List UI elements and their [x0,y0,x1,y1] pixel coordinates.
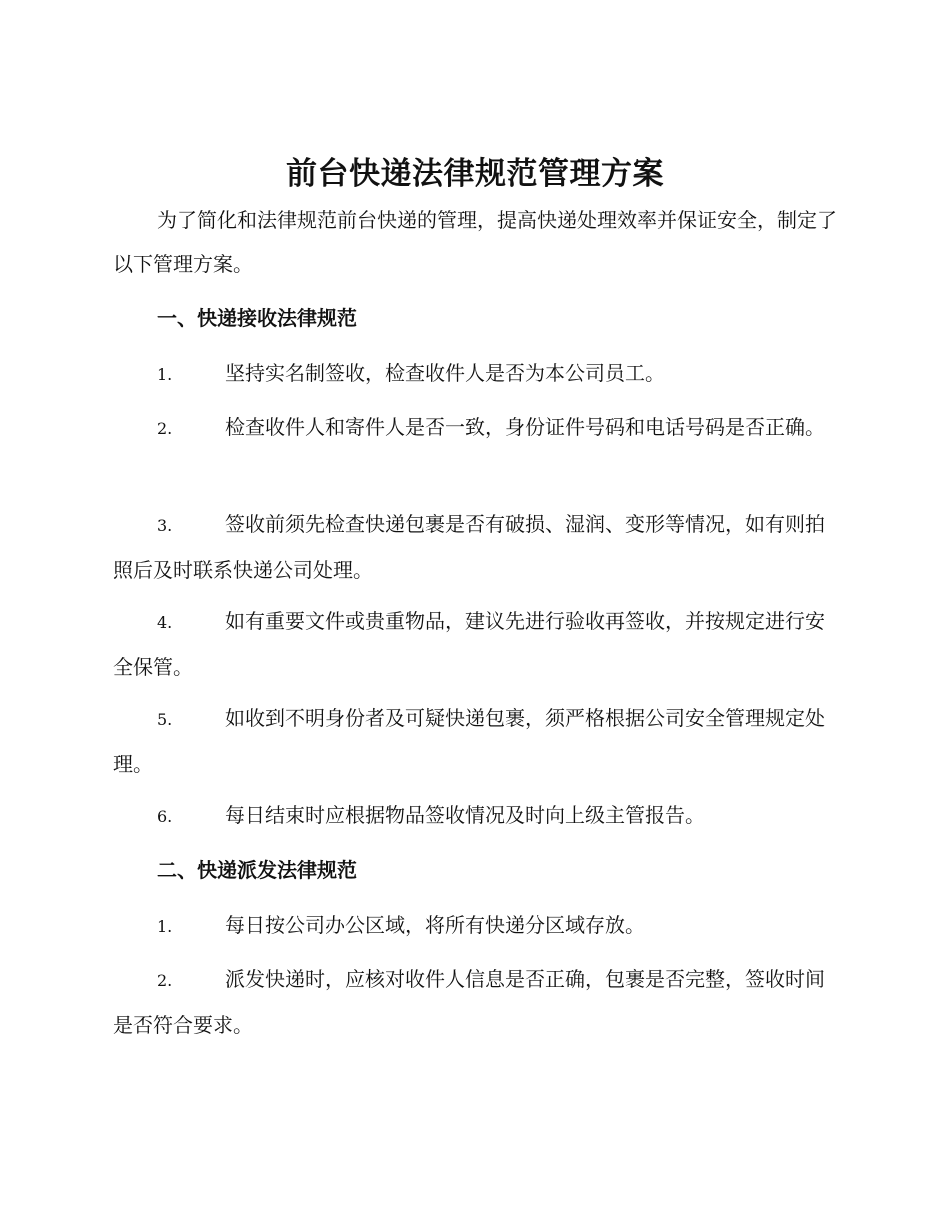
document-title: 前台快递法律规范管理方案 [286,156,664,192]
list-item [113,696,837,786]
section-heading-dispatch: 二、快递派发法律规范 [157,858,357,882]
list-item-number: 4. [157,613,173,632]
list-item [113,793,837,839]
list-item-number: 6. [157,807,173,826]
list-item-text: 每日按公司办公区域，将所有快递分区域存放。 [225,913,645,937]
list-item-number: 1. [157,365,173,384]
list-item [113,502,837,592]
list-item [113,903,837,949]
section-heading-receiving: 一、快递接收法律规范 [157,306,357,330]
list-item-text: 签收前须先检查快递包裹是否有破损、湿润、变形等情况，如有则拍照后及时联系快递公司处理。 [113,512,825,582]
list-item [113,405,837,451]
list-item-number: 1. [157,917,173,936]
list-item-text: 每日结束时应根据物品签收情况及时向上级主管报告。 [225,803,705,827]
list-item [113,351,837,397]
list-item [113,599,837,689]
list-item-text: 坚持实名制签收，检查收件人是否为本公司员工。 [225,361,665,385]
list-item-text: 如收到不明身份者及可疑快递包裹，须严格根据公司安全管理规定处理。 [113,706,825,776]
intro-paragraph: 为了简化和法律规范前台快递的管理，提高快递处理效率并保证安全，制定了以下管理方案。 [113,208,837,276]
list-item-text: 检查收件人和寄件人是否一致，身份证件号码和电话号码是否正确。 [225,415,825,439]
list-item-number: 3. [157,516,173,535]
list-item-number: 2. [157,971,173,990]
list-item [113,957,837,1047]
list-item-text: 派发快递时，应核对收件人信息是否正确，包裹是否完整，签收时间是否符合要求。 [113,967,825,1037]
list-item-number: 5. [157,710,173,729]
list-item-text: 如有重要文件或贵重物品，建议先进行验收再签收，并按规定进行安全保管。 [113,609,825,679]
list-item-number: 2. [157,419,173,438]
